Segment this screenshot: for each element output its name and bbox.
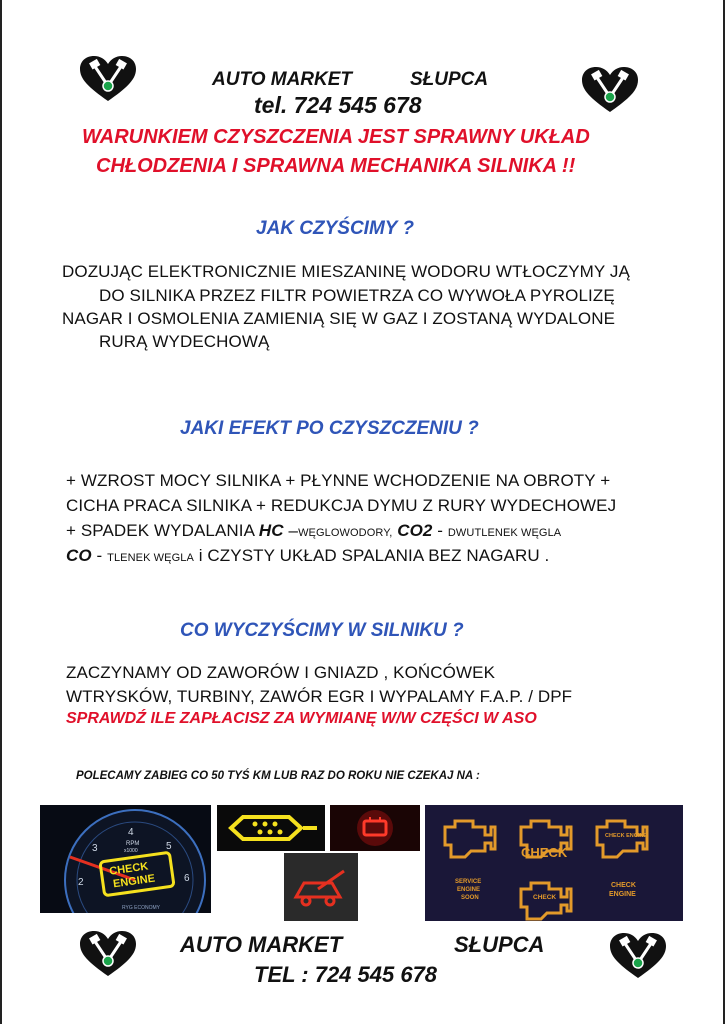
section-how-heading: JAK CZYŚCIMY ?: [256, 218, 415, 239]
heart-piston-logo-icon: [78, 55, 138, 103]
engine-temp-warning-light-icon: [330, 805, 420, 851]
section-how-line-4: RURĄ WYDECHOWĄ: [99, 332, 270, 351]
co-label: CO: [66, 546, 92, 565]
check-small-label: CHECK: [533, 894, 557, 901]
check-engine-icons-panel: [425, 805, 683, 921]
effect-text: + SPADEK WYDALANIA: [66, 521, 259, 540]
check-engine-gauge-image: [40, 805, 211, 913]
heart-piston-logo-icon: [78, 930, 138, 978]
gauge-rpm-label: RPM: [126, 841, 140, 847]
co2-label: CO2: [392, 521, 433, 540]
section-effect-line-2: CICHA PRACA SILNIKA + REDUKCJA DYMU Z RURY WYDECHOWEJ: [66, 496, 617, 515]
section-effect-heading: JAKI EFEKT PO CZYSZCZENIU ?: [180, 418, 479, 439]
gauge-eco-label: RYG ECONOMY: [122, 905, 160, 911]
page-border-left: [0, 0, 2, 1024]
svg-text:3: 3: [92, 843, 98, 854]
warning-line-2: CHŁODZENIA I SPRAWNA MECHANIKA SILNIKA !!: [96, 155, 576, 177]
effect-text: –: [283, 521, 299, 540]
svg-text:2: 2: [78, 877, 84, 888]
service-engine-soon-label-2: ENGINE: [457, 887, 481, 893]
header-phone: tel. 724 545 678: [254, 92, 422, 118]
footer-phone: TEL : 724 545 678: [254, 962, 438, 987]
gauge-rpm-unit: x1000: [124, 848, 138, 854]
hc-label: HC: [258, 521, 284, 540]
section-effect-line-1: + WZROST MOCY SILNIKA + PŁYNNE WCHODZENIE NA OBROTY +: [66, 471, 611, 490]
effect-text: i CZYSTY UKŁAD SPALANIA BEZ NAGARU .: [193, 546, 550, 565]
section-how-line-1: DOZUJĄC ELEKTRONICZNIE MIESZANINĘ WODORU WTŁOCZYMY JĄ: [62, 262, 630, 281]
section-what-line-3: SPRAWDŹ ILE ZAPŁACISZ ZA WYMIANĘ W/W CZĘŚCI W ASO: [66, 710, 537, 727]
gauge-check-engine-text-2: ENGINE: [112, 872, 156, 891]
service-engine-soon-label-3: SOON: [461, 895, 479, 901]
car-fault-warning-light-icon: [284, 853, 358, 921]
check-engine-bottom-label: CHECK: [611, 882, 636, 889]
heart-piston-logo-icon: [580, 66, 640, 114]
footer-city: SŁUPCA: [454, 932, 545, 957]
section-effect-line-3: [66, 521, 561, 541]
svg-text:5: 5: [166, 841, 172, 852]
hc-description: WĘGLOWODORY,: [298, 527, 393, 539]
section-what-line-2: WTRYSKÓW, TURBINY, ZAWÓR EGR I WYPALAMY F.A.P. / DPF: [66, 687, 573, 706]
section-what-line-1: ZACZYNAMY OD ZAWORÓW I GNIAZD , KOŃCÓWEK: [66, 663, 496, 682]
warning-line-1: WARUNKIEM CZYSZCZENIA JEST SPRAWNY UKŁAD: [82, 126, 590, 148]
section-how-line-3: NAGAR I OSMOLENIA ZAMIENIĄ SIĘ W GAZ I ZOSTANĄ WYDALONE: [62, 309, 616, 328]
footer-company: AUTO MARKET: [180, 932, 343, 957]
co2-description: DWUTLENEK WĘGLA: [447, 527, 562, 539]
header-city: SŁUPCA: [410, 69, 489, 90]
recommend-text: POLECAMY ZABIEG CO 50 TYŚ KM LUB RAZ DO ROKU NIE CZEKAJ NA :: [76, 770, 480, 782]
section-what-heading: CO WYCZYŚCIMY W SILNIKU ?: [180, 620, 464, 641]
check-engine-bottom-label-2: ENGINE: [609, 891, 636, 898]
header-company: AUTO MARKET: [212, 69, 353, 90]
check-engine-top-label: CHECK ENGINE: [605, 833, 648, 839]
gauge-check-engine-text: CHECK: [108, 860, 150, 878]
svg-text:6: 6: [184, 873, 190, 884]
effect-text: -: [432, 521, 448, 540]
service-engine-soon-label: SERVICE: [455, 879, 482, 885]
effect-text: -: [91, 546, 108, 565]
heart-piston-logo-icon: [608, 932, 668, 980]
check-label: CHECK: [521, 845, 568, 860]
dpf-warning-light-icon: [217, 805, 325, 851]
svg-text:4: 4: [128, 827, 134, 838]
section-effect-line-4: [66, 546, 549, 566]
section-how-line-2: DO SILNIKA PRZEZ FILTR POWIETRZA CO WYWOŁA PYROLIZĘ: [99, 286, 615, 305]
co-description: TLENEK WĘGLA: [107, 552, 194, 564]
